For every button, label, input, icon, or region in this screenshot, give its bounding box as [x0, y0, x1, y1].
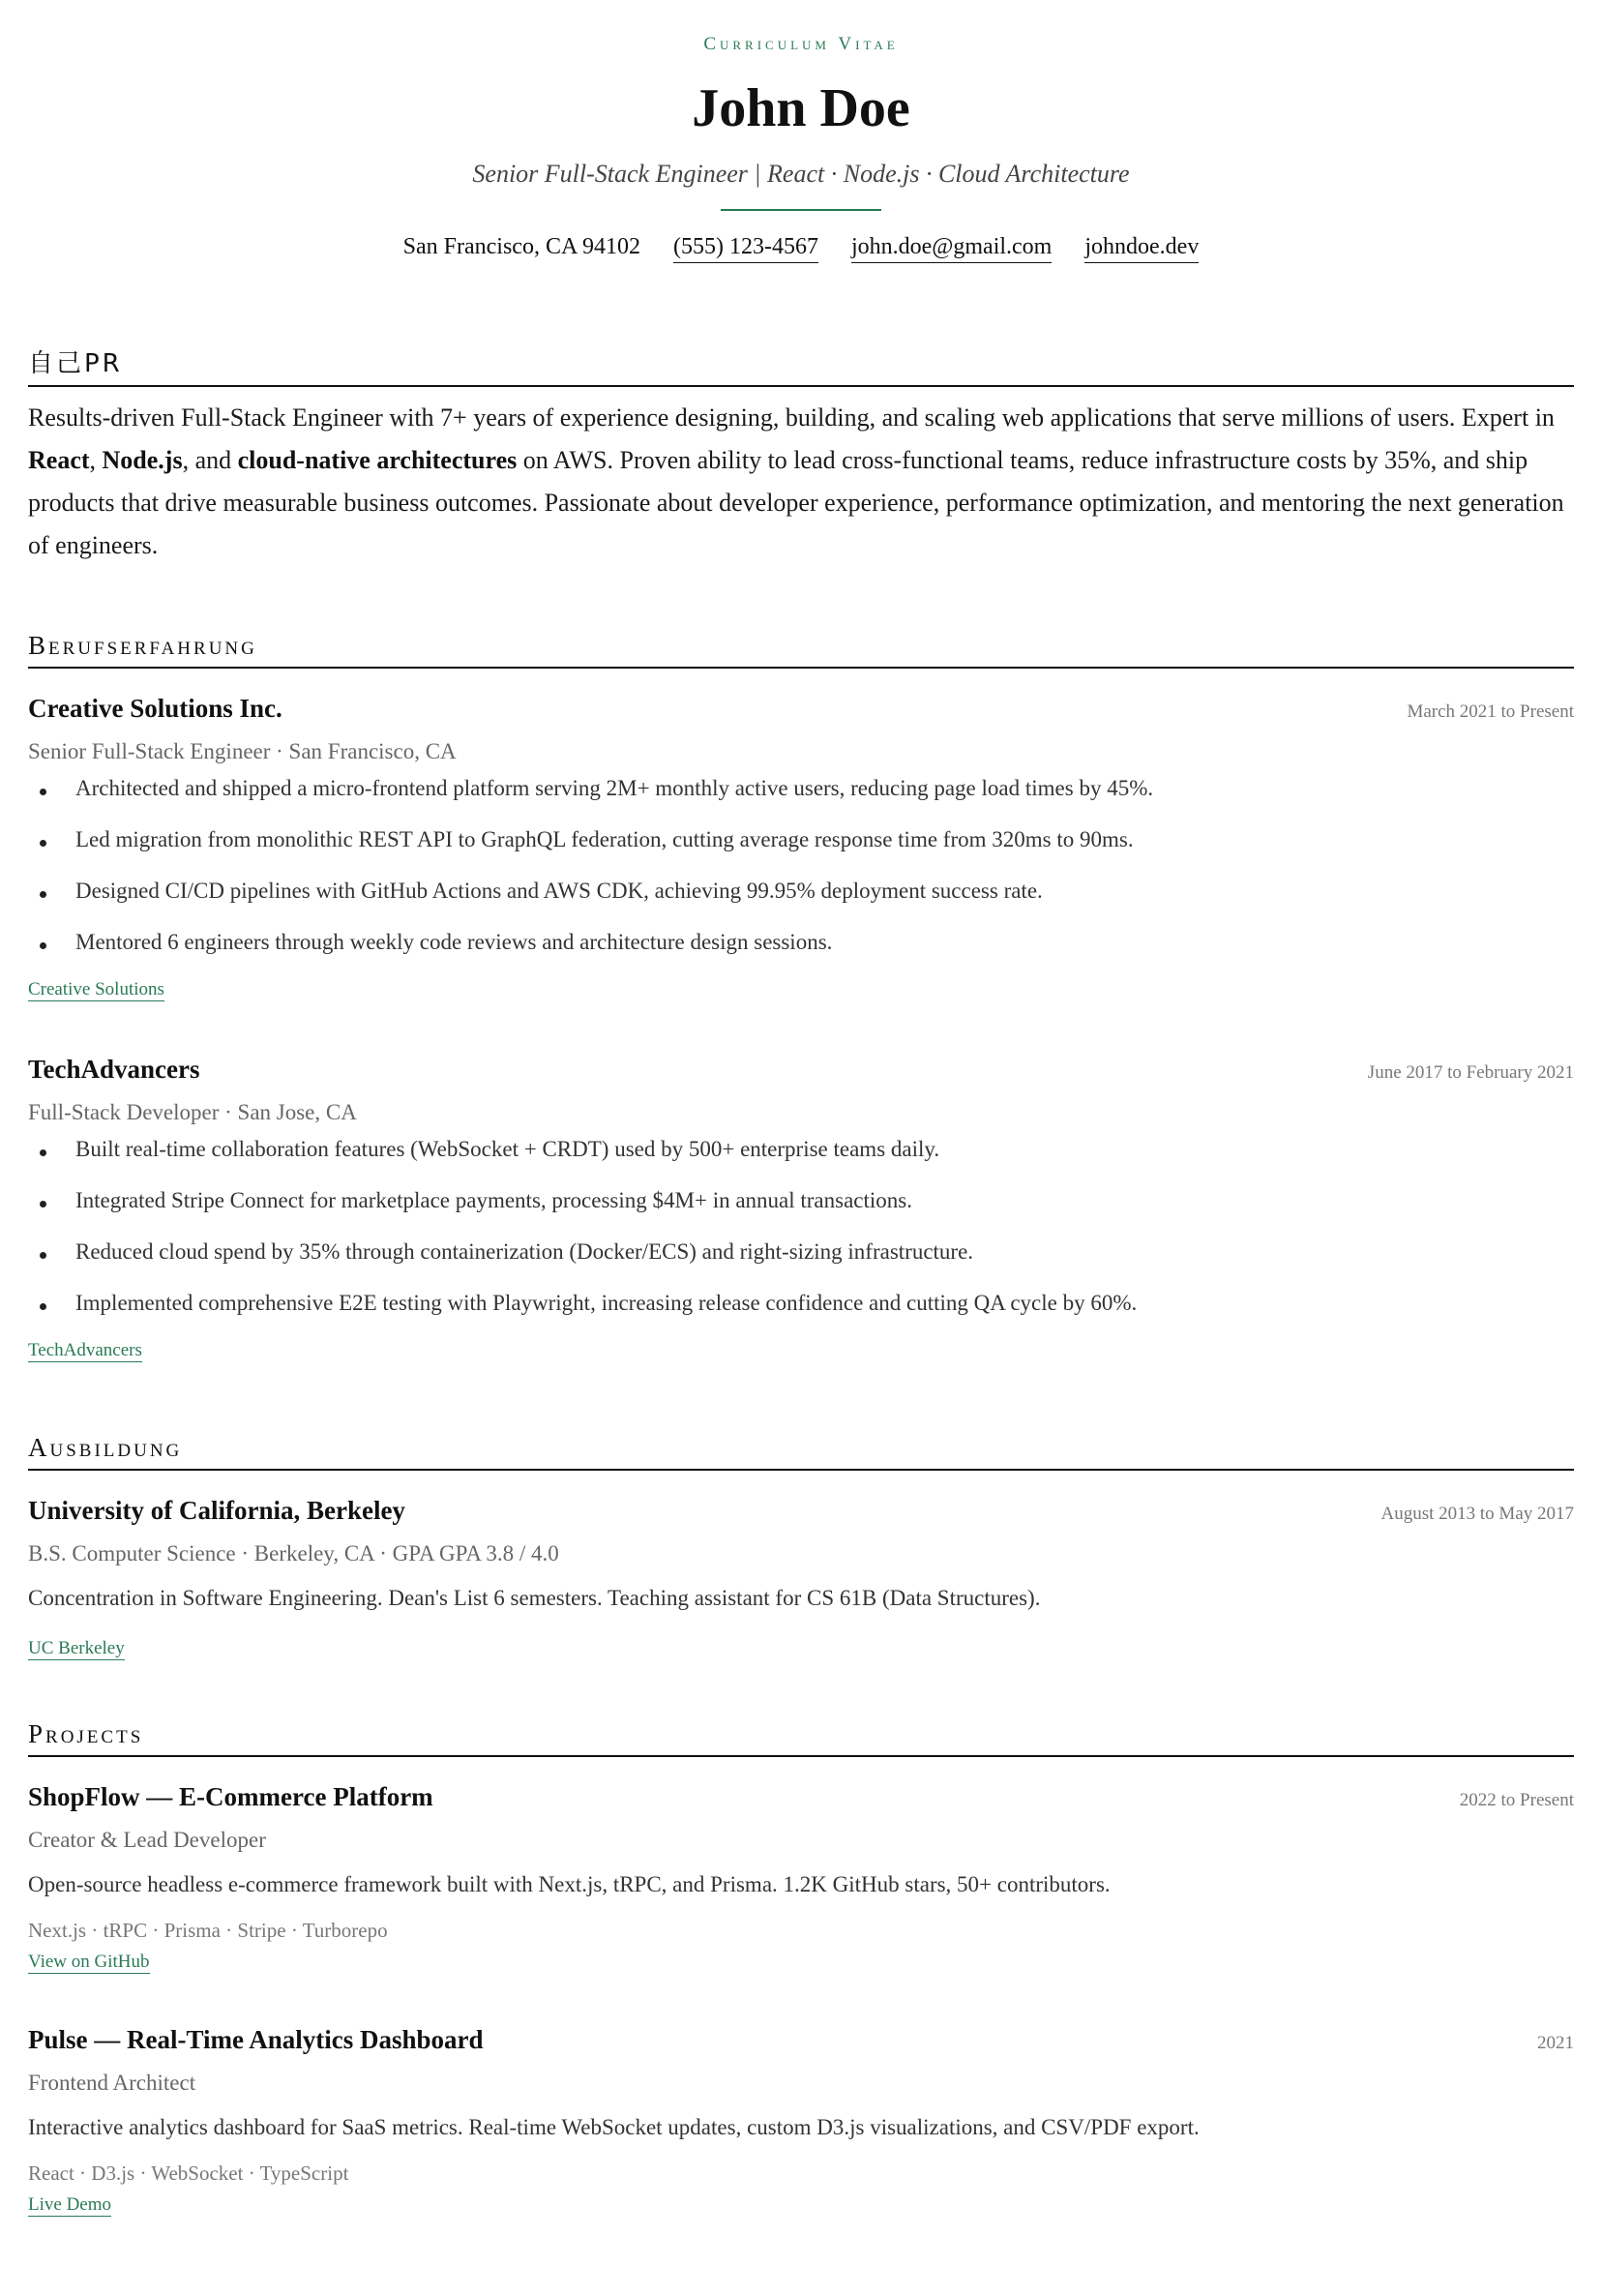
section-divider	[28, 1469, 1574, 1471]
skill-highlight: Node.js	[102, 446, 183, 474]
section-title-summary: 自己PR	[28, 349, 123, 378]
contact-website-link[interactable]: johndoe.dev	[1084, 232, 1199, 263]
section-title-projects: Projects	[28, 1719, 144, 1748]
project-description: Interactive analytics dashboard for SaaS metrics. Real-time WebSocket updates, custom D3.js visualizations, and CSV/PDF export.	[28, 2115, 1200, 2139]
job-entry	[28, 692, 1574, 1001]
job-bullet: Implemented comprehensive E2E testing with Playwright, increasing release confidence and cutting QA cycle by 60%.	[28, 1289, 1574, 1318]
section-title-education: Ausbildung	[28, 1433, 183, 1462]
skill-highlight: React	[28, 446, 90, 474]
job-bullets	[28, 774, 1574, 957]
contact-bar	[28, 232, 1574, 263]
job-role: Senior Full-Stack Engineer · San Francisco, CA	[28, 739, 457, 763]
section-title-experience: Berufserfahrung	[28, 631, 257, 660]
skill-highlight: cloud-native architectures	[237, 446, 518, 474]
header-accent-divider	[721, 209, 881, 211]
section-divider	[28, 667, 1574, 669]
job-entry	[28, 1053, 1574, 1362]
company-link[interactable]: TechAdvancers	[28, 1340, 142, 1360]
project-tech-stack: React · D3.js · WebSocket · TypeScript	[28, 2162, 349, 2185]
school-name: University of California, Berkeley	[28, 1496, 405, 1525]
job-role: Full-Stack Developer · San Jose, CA	[28, 1100, 357, 1124]
candidate-name: John Doe	[692, 78, 910, 138]
section-divider	[28, 385, 1574, 387]
company-link[interactable]: Creative Solutions	[28, 979, 164, 999]
contact-phone-link[interactable]: (555) 123-4567	[673, 232, 818, 263]
job-bullet: Mentored 6 engineers through weekly code reviews and architecture design sessions.	[28, 928, 1574, 957]
contact-location: San Francisco, CA 94102	[402, 234, 640, 259]
job-bullet: Led migration from monolithic REST API to GraphQL federation, cutting average response time from 320ms to 90ms.	[28, 825, 1574, 854]
project-dates: 2021	[1537, 2033, 1574, 2053]
projects-section	[28, 1718, 1574, 1757]
degree-line: B.S. Computer Science · Berkeley, CA · GPA GPA 3.8 / 4.0	[28, 1541, 559, 1565]
project-name: ShopFlow — E-Commerce Platform	[28, 1782, 433, 1811]
project-tech-stack: Next.js · tRPC · Prisma · Stripe · Turborepo	[28, 1919, 388, 1942]
resume-page	[0, 33, 1602, 2296]
project-dates: 2022 to Present	[1459, 1790, 1574, 1810]
job-dates: March 2021 to Present	[1407, 701, 1574, 722]
project-role: Frontend Architect	[28, 2071, 196, 2095]
contact-email-link[interactable]: john.doe@gmail.com	[851, 232, 1052, 263]
education-entry	[28, 1494, 1574, 1660]
experience-section	[28, 630, 1574, 669]
job-bullet: Integrated Stripe Connect for marketplace payments, processing $4M+ in annual transactions.	[28, 1186, 1574, 1215]
education-dates: August 2013 to May 2017	[1380, 1504, 1574, 1524]
school-link[interactable]: UC Berkeley	[28, 1638, 125, 1658]
project-link[interactable]: Live Demo	[28, 2194, 112, 2215]
summary-section	[28, 348, 1574, 567]
candidate-tagline: Senior Full-Stack Engineer | React · Node.js · Cloud Architecture	[472, 160, 1130, 188]
project-link[interactable]: View on GitHub	[28, 1952, 150, 1972]
project-entry	[28, 1780, 1574, 1974]
job-bullet: Reduced cloud spend by 35% through containerization (Docker/ECS) and right-sizing infrastructure.	[28, 1237, 1574, 1267]
job-bullet: Architected and shipped a micro-frontend platform serving 2M+ monthly active users, reducing page load times by 45%.	[28, 774, 1574, 803]
project-entry	[28, 2023, 1574, 2217]
job-dates: June 2017 to February 2021	[1367, 1062, 1574, 1083]
job-bullet: Designed CI/CD pipelines with GitHub Actions and AWS CDK, achieving 99.95% deployment success rate.	[28, 877, 1574, 906]
project-description: Open-source headless e-commerce framework built with Next.js, tRPC, and Prisma. 1.2K GitHub stars, 50+ contributors.	[28, 1872, 1111, 1896]
project-name: Pulse — Real-Time Analytics Dashboard	[28, 2025, 484, 2054]
education-description: Concentration in Software Engineering. Dean's List 6 semesters. Teaching assistant for CS 61B (Data Structures).	[28, 1586, 1041, 1610]
education-section	[28, 1432, 1574, 1471]
job-bullets	[28, 1135, 1574, 1318]
job-bullet: Built real-time collaboration features (WebSocket + CRDT) used by 500+ enterprise teams daily.	[28, 1135, 1574, 1164]
job-company: TechAdvancers	[28, 1055, 200, 1084]
section-divider	[28, 1755, 1574, 1757]
summary-text: Results-driven Full-Stack Engineer with 7+ years of experience designing, building, and scaling web applications that serve millions of users. Expert in React, Node.js, and cloud-native architectures on AWS. Proven ability to lead cross-functional teams, reduce infrastructure costs by 35%, and ship products that drive measurable business outcomes. Passionate about developer experience, performance optimization, and mentoring the next generation of engineers.	[28, 403, 1564, 559]
job-company: Creative Solutions Inc.	[28, 694, 282, 723]
project-role: Creator & Lead Developer	[28, 1828, 266, 1852]
document-eyebrow: Curriculum Vitae	[703, 34, 899, 54]
